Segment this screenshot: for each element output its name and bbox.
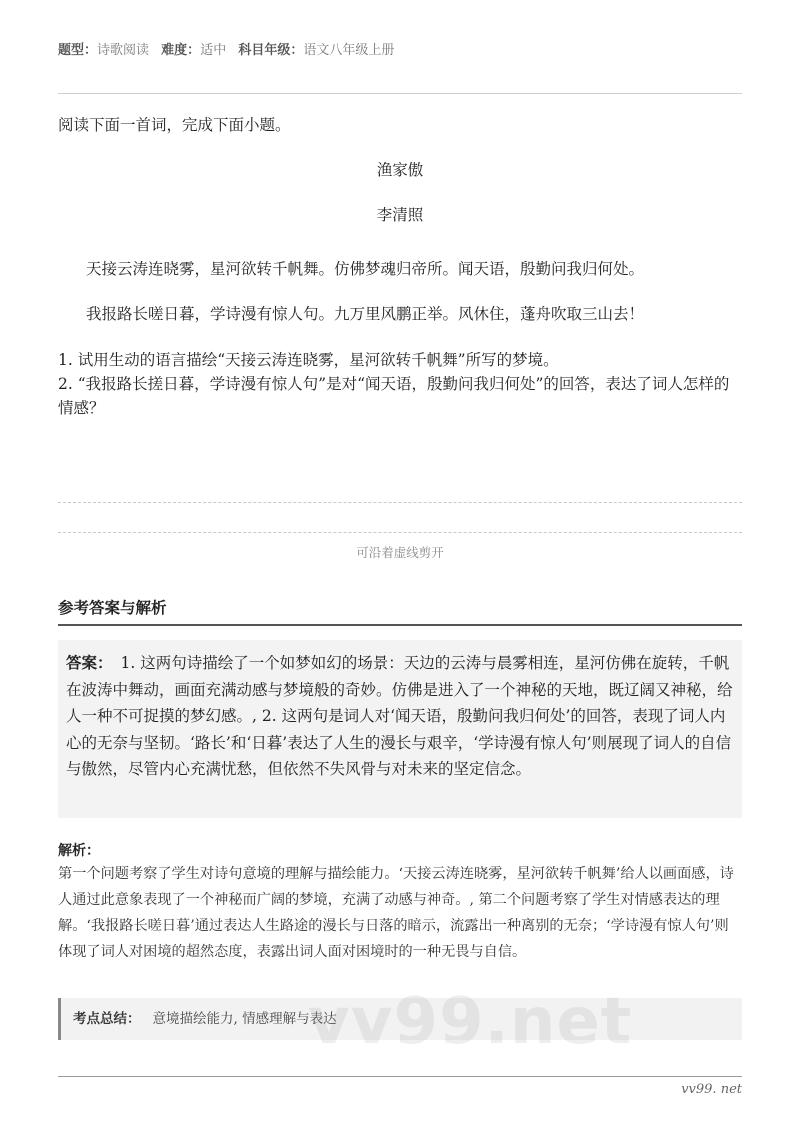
poem-line: 天接云涛连晓雾，星河欲转千帆舞。仿佛梦魂归帝所。闻天语，殷勤问我归何处。	[86, 260, 645, 278]
summary-text: 意境描绘能力, 情感理解与表达	[152, 1011, 337, 1027]
subject-label: 科目年级：	[238, 43, 304, 58]
answer-label: 答案：	[66, 654, 113, 672]
footer-divider	[58, 1076, 742, 1077]
difficulty-label: 难度：	[161, 43, 201, 58]
poem-author: 李清照	[376, 206, 424, 224]
analysis-text: 第一个问题考察了学生对诗句意境的理解与描绘能力。‘天接云涛连晓雾，星河欲转千帆舞’给人以画面感，诗人通过此意象表现了一个神秘而广阔的梦境，充满了动感与神奇。, 第二个问题考察了学生对情感表达的理解。‘我报路长嗟日暮’通过表达人生路途的漫长与日落的暗示，流露出一种离别的无奈；‘学诗漫有惊人句’则体现了词人对困境的超然态度，表露出词人面对困境时的一种无畏与自信。	[58, 866, 734, 960]
difficulty-value: 适中	[200, 43, 227, 58]
meta-divider	[58, 93, 742, 94]
question-item: 2. “我报路长搓日暮，学诗漫有惊人句”是对“闻天语，殷勤问我归何处”的回答，表达了词人怎样的情感？	[58, 375, 730, 417]
dashed-divider	[58, 502, 742, 503]
key-points-summary	[58, 998, 742, 1040]
subject-value: 语文八年级上册	[303, 43, 395, 58]
section-divider	[58, 624, 742, 626]
poem-title: 渔家傲	[376, 161, 424, 179]
poem-line: 我报路长嗟日暮，学诗漫有惊人句。九万里风鹏正举。风休住，蓬舟吹取三山去！	[86, 305, 645, 323]
footer-site-name: vv99. net	[681, 1082, 742, 1097]
answer-section-title: 参考答案与解析	[58, 599, 167, 617]
question-intro: 阅读下面一首词，完成下面小题。	[58, 116, 291, 134]
answer-text: 1. 这两句诗描绘了一个如梦如幻的场景：天边的云涛与晨雾相连，星河仿佛在旋转，千帆在波涛中舞动，画面充满动感与梦境般的奇妙。仿佛是进入了一个神秘的天地，既辽阔又神秘，给人一种不可捉摸的梦幻感。, 2. 这两句是词人对‘闻天语，殷勤问我归何处’的回答，表现了词人内心的无奈与坚韧。‘路长’和‘日暮’表达了人生的漫长与艰辛，‘学诗漫有惊人句’则展现了词人的自信与傲然，尽管内心充满忧愁，但依然不失风骨与对未来的坚定信念。	[66, 654, 733, 778]
summary-label: 考点总结：	[73, 1011, 141, 1027]
question-list	[58, 348, 742, 420]
cut-line	[58, 532, 742, 533]
analysis-label: 解析：	[58, 843, 100, 859]
type-value: 诗歌阅读	[97, 43, 150, 58]
cut-hint: 可沿着虚线剪开	[356, 545, 444, 560]
answer-box	[58, 640, 742, 818]
type-label: 题型：	[58, 43, 98, 58]
question-meta-bar	[58, 40, 742, 62]
question-item: 1. 试用生动的语言描绘“天接云涛连晓雾，星河欲转千帆舞”所写的梦境。	[58, 351, 559, 369]
